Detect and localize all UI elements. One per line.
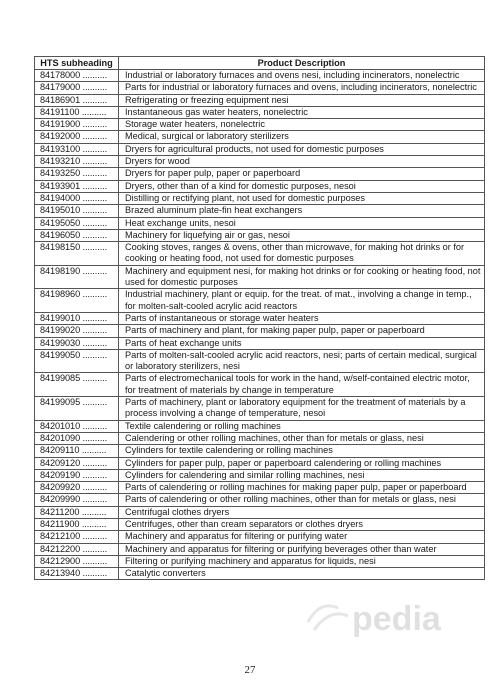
- hts-code: 84209110 ..........: [35, 445, 119, 457]
- table-row: [35, 82, 485, 94]
- hts-code: 84209120 ..........: [35, 457, 119, 469]
- table-row: [35, 94, 485, 106]
- watermark-logo: [300, 586, 490, 646]
- hts-code: 84195050 ..........: [35, 217, 119, 229]
- table-row: [35, 397, 485, 421]
- hts-code: 84196050 ..........: [35, 229, 119, 241]
- table-row: [35, 457, 485, 469]
- table-row: [35, 420, 485, 432]
- product-description: Parts of machinery, plant or laboratory equipment for the treatment of materials by a process involving a change of temperature, nesoi: [119, 397, 485, 421]
- product-description: Machinery and apparatus for filtering or purifying beverages other than water: [119, 543, 485, 555]
- column-header-hts: HTS subheading: [35, 57, 119, 70]
- hts-code: 84199020 ..........: [35, 325, 119, 337]
- table-row: [35, 131, 485, 143]
- table-row: [35, 531, 485, 543]
- table-row: [35, 106, 485, 118]
- product-description: Industrial or laboratory furnaces and ovens nesi, including incinerators, nonelectric: [119, 70, 485, 82]
- hts-code: 84191900 ..........: [35, 119, 119, 131]
- hts-code: 84179000 ..........: [35, 82, 119, 94]
- watermark-text: pedia: [352, 600, 441, 638]
- table-row: [35, 168, 485, 180]
- hts-code: 84201010 ..........: [35, 420, 119, 432]
- table-row: [35, 265, 485, 289]
- hts-code: 84212100 ..........: [35, 531, 119, 543]
- product-description: Parts for industrial or laboratory furnaces and ovens, including incinerators, nonelectric: [119, 82, 485, 94]
- hts-code: 84213940 ..........: [35, 568, 119, 580]
- table-row: [35, 337, 485, 349]
- product-description: Brazed aluminum plate-fin heat exchangers: [119, 205, 485, 217]
- table-row: [35, 555, 485, 567]
- hts-code: 84193210 ..........: [35, 156, 119, 168]
- hts-code: 84199085 ..........: [35, 373, 119, 397]
- product-description: Parts of calendering or rolling machines for making paper pulp, paper or paperboard: [119, 482, 485, 494]
- table-row: [35, 312, 485, 324]
- hts-code: 84199095 ..........: [35, 397, 119, 421]
- table-row: [35, 217, 485, 229]
- table-row: [35, 156, 485, 168]
- hts-code: 84212200 ..........: [35, 543, 119, 555]
- table-row: [35, 205, 485, 217]
- hts-code: 84199010 ..........: [35, 312, 119, 324]
- product-description: Storage water heaters, nonelectric: [119, 119, 485, 131]
- table-header-row: [35, 57, 485, 70]
- hts-code: 84209190 ..........: [35, 469, 119, 481]
- hts-code: 84191100 ..........: [35, 106, 119, 118]
- product-description: Centrifugal clothes dryers: [119, 506, 485, 518]
- hts-code: 84198190 ..........: [35, 265, 119, 289]
- product-description: Centrifuges, other than cream separators or clothes dryers: [119, 518, 485, 530]
- product-description: Parts of heat exchange units: [119, 337, 485, 349]
- table-row: [35, 349, 485, 373]
- table-row: [35, 543, 485, 555]
- table-row: [35, 373, 485, 397]
- hts-code: 84178000 ..........: [35, 70, 119, 82]
- product-description: Dryers for agricultural products, not used for domestic purposes: [119, 143, 485, 155]
- product-description: Dryers, other than of a kind for domestic purposes, nesoi: [119, 180, 485, 192]
- hts-code: 84193100 ..........: [35, 143, 119, 155]
- table-row: [35, 469, 485, 481]
- table-row: [35, 143, 485, 155]
- table-row: [35, 289, 485, 313]
- product-description: Machinery for liquefying air or gas, nesoi: [119, 229, 485, 241]
- product-description: Dryers for wood: [119, 156, 485, 168]
- table-row: [35, 432, 485, 444]
- table-row: [35, 192, 485, 204]
- product-description: Heat exchange units, nesoi: [119, 217, 485, 229]
- product-description: Parts of calendering or other rolling machines, other than for metals or glass, nesi: [119, 494, 485, 506]
- hts-code: 84211200 ..........: [35, 506, 119, 518]
- table-body: [35, 70, 485, 580]
- table-row: [35, 325, 485, 337]
- product-description: Machinery and equipment nesi, for making hot drinks or for cooking or heating food, not used for domestic purposes: [119, 265, 485, 289]
- table-row: [35, 568, 485, 580]
- hts-code: 84209990 ..........: [35, 494, 119, 506]
- product-description: Cylinders for textile calendering or rolling machines: [119, 445, 485, 457]
- table-row: [35, 70, 485, 82]
- product-description: Cooking stoves, ranges & ovens, other than microwave, for making hot drinks or for cooking or heating food, not used for domestic purposes: [119, 242, 485, 266]
- hts-code: 84198960 ..........: [35, 289, 119, 313]
- product-description: Refrigerating or freezing equipment nesi: [119, 94, 485, 106]
- product-description: Machinery and apparatus for filtering or purifying water: [119, 531, 485, 543]
- table-row: [35, 445, 485, 457]
- product-description: Filtering or purifying machinery and apparatus for liquids, nesi: [119, 555, 485, 567]
- product-description: Textile calendering or rolling machines: [119, 420, 485, 432]
- table-row: [35, 229, 485, 241]
- hts-code: 84186901 ..........: [35, 94, 119, 106]
- table-row: [35, 242, 485, 266]
- hts-code: 84195010 ..........: [35, 205, 119, 217]
- table-row: [35, 506, 485, 518]
- hts-code: 84211900 ..........: [35, 518, 119, 530]
- product-description: Cylinders for calendering and similar rolling machines, nesi: [119, 469, 485, 481]
- product-description: Cylinders for paper pulp, paper or paperboard calendering or rolling machines: [119, 457, 485, 469]
- product-description: Parts of electromechanical tools for work in the hand, w/self-contained electric motor, for treatment of materials by change in temperature: [119, 373, 485, 397]
- product-description: Parts of instantaneous or storage water heaters: [119, 312, 485, 324]
- hts-code: 84199030 ..........: [35, 337, 119, 349]
- hts-code: 84193901 ..........: [35, 180, 119, 192]
- hts-table: [34, 56, 485, 580]
- hts-code: 84192000 ..........: [35, 131, 119, 143]
- hts-code: 84199050 ..........: [35, 349, 119, 373]
- product-description: Catalytic converters: [119, 568, 485, 580]
- product-description: Parts of molten-salt-cooled acrylic acid reactors, nesi; parts of certain medical, surgical or laboratory sterilizers, nesi: [119, 349, 485, 373]
- table-row: [35, 518, 485, 530]
- hts-code: 84194000 ..........: [35, 192, 119, 204]
- product-description: Distilling or rectifying plant, not used for domestic purposes: [119, 192, 485, 204]
- product-description: Instantaneous gas water heaters, nonelectric: [119, 106, 485, 118]
- table-row: [35, 494, 485, 506]
- table-row: [35, 119, 485, 131]
- column-header-description: Product Description: [119, 57, 485, 70]
- hts-code: 84193250 ..........: [35, 168, 119, 180]
- product-description: Medical, surgical or laboratory sterilizers: [119, 131, 485, 143]
- hts-code: 84201090 ..........: [35, 432, 119, 444]
- product-description: Calendering or other rolling machines, other than for metals or glass, nesi: [119, 432, 485, 444]
- product-description: Industrial machinery, plant or equip. for the treat. of mat., involving a change in temp., for molten-salt-cooled acrylic acid reactors: [119, 289, 485, 313]
- table-row: [35, 180, 485, 192]
- hts-code: 84198150 ..........: [35, 242, 119, 266]
- document-sheet: [34, 56, 484, 580]
- hts-code: 84209920 ..........: [35, 482, 119, 494]
- table-row: [35, 482, 485, 494]
- product-description: Parts of machinery and plant, for making paper pulp, paper or paperboard: [119, 325, 485, 337]
- page-number: 27: [244, 664, 256, 676]
- hts-code: 84212900 ..........: [35, 555, 119, 567]
- product-description: Dryers for paper pulp, paper or paperboard: [119, 168, 485, 180]
